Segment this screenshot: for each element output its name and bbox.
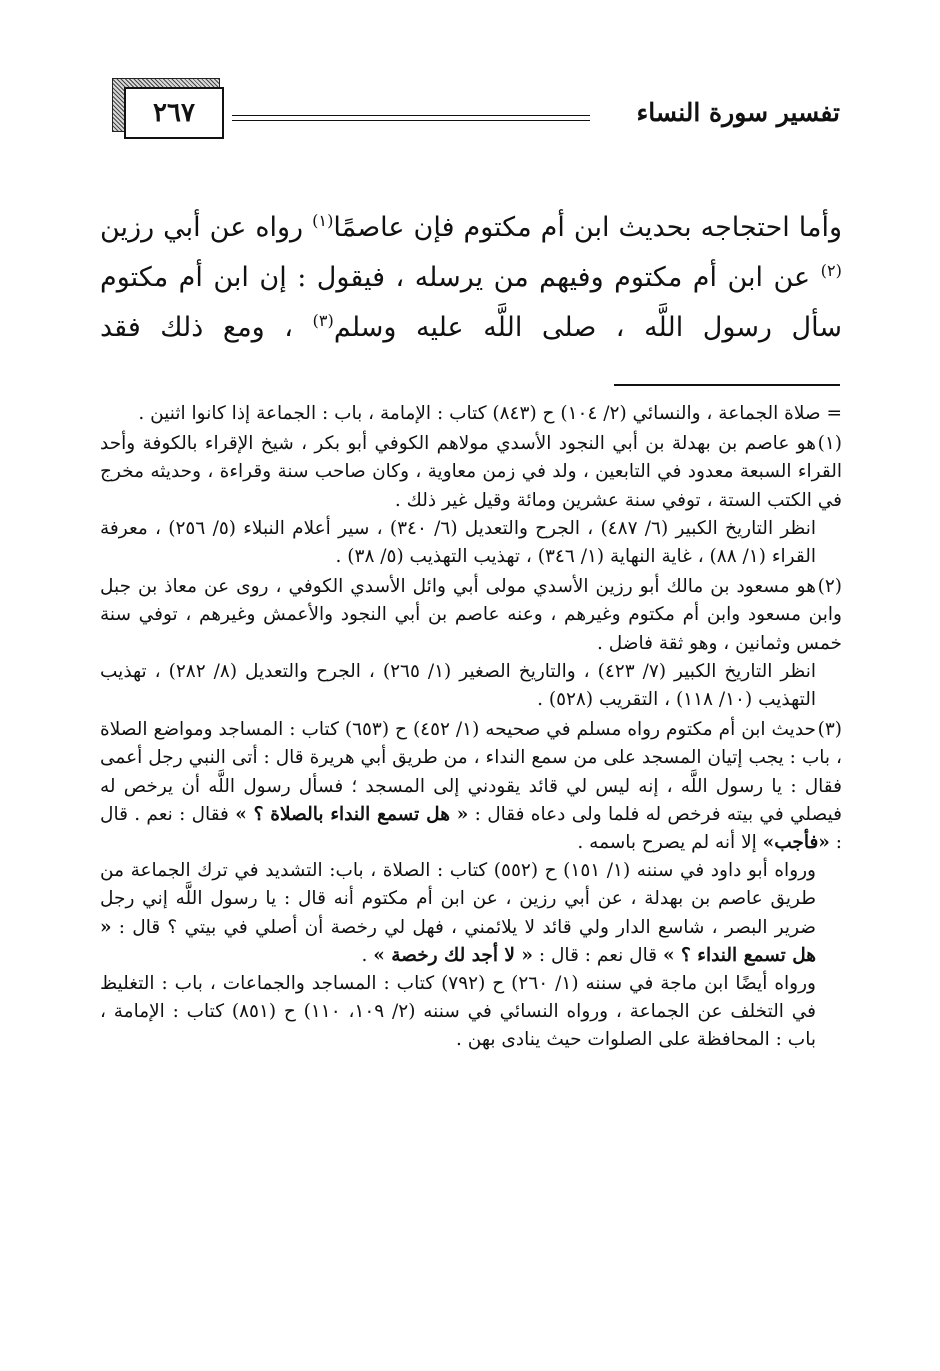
hadith-quote: «فأجب» (762, 832, 830, 854)
main-text-part: عن ابن أم مكتوم وفيهم من يرسله ، فيقول : إن ابن أم مكتوم سأل رسول اللَّه ، صلى اللَّه عليه وسلم (100, 262, 842, 343)
main-text-part: ، ومع ذلك فقد (100, 312, 313, 343)
footnote-3 (100, 716, 842, 1054)
footnote-number: (٣) (817, 719, 842, 741)
footnote-text: حديث ابن أم مكتوم رواه مسلم في صحيحه (١/ ٤٥٢) ح (٦٥٣) كتاب : المساجد ومواضع الصلاة ، باب : يجب إتيان المسجد على من سمع النداء ، من طريق أبي هريرة قال : أتى النبي رجل أعمى فقال : يا رسول اللَّه ، إنه ليس لي قائد يقودني إلى المسجد ؛ فسأل رسول اللَّه أن يرخص له فيصلي في بيته فرخص له فلما ولى دعاه فقال : (100, 719, 842, 825)
header-rule (232, 115, 590, 121)
main-text-part: رواه عن أبي رزين (100, 212, 313, 243)
page-number-box (124, 87, 224, 139)
footnote-number: (٢) (817, 576, 842, 598)
footnote-ref-2: (٢) (820, 261, 842, 280)
footnote-1 (100, 430, 842, 571)
footnote-text: فقال : نعم . قال : (100, 803, 842, 854)
footnote-ref-3: (٣) (312, 311, 334, 330)
hadith-quote: « لا أجد لك رخصة » (373, 944, 533, 966)
main-paragraph (100, 203, 842, 353)
footnote-text: ورواه أيضًا ابن ماجة في سننه (١/ ٢٦٠) ح (٧٩٢) كتاب : المساجد والجماعات ، باب : التغليظ في التخلف عن الجماعة ، ورواه النسائي في سننه (٢/ ١٠٩، ١١٠) ح (٨٥١) كتاب : الإمامة ، باب : المحافظة على الصلوات حيث ينادى بهن . (100, 973, 816, 1051)
hadith-quote: « هل تسمع النداء بالصلاة ؟ » (235, 803, 469, 825)
running-header-title: تفسير سورة النساء (636, 98, 840, 127)
footnote-2 (100, 573, 842, 714)
page-number: ٢٦٧ (153, 98, 195, 128)
footnote-text: هو مسعود بن مالك أبو رزين الأسدي مولى أبي وائل الأسدي الكوفي ، روى عن معاذ بن جبل وابن مسعود وابن أم مكتوم وغيرهم ، وعنه عاصم بن أبي النجود والأعمش وغيرهم ، توفي سنة خمس وثمانين ، وهو ثقة فاضل . (100, 576, 842, 654)
footnote-text: . (361, 944, 374, 966)
footnote-separator (614, 384, 840, 386)
footnote-references: انظر التاريخ الكبير (٦/ ٤٨٧) ، الجرح والتعديل (٦/ ٣٤٠) ، سير أعلام النبلاء (٥/ ٢٥٦) ، معرفة القراء (١/ ٨٨) ، غاية النهاية (١/ ٣٤٦) ، تهذيب التهذيب (٥/ ٣٨) . (100, 517, 817, 568)
footnote-continuation (100, 400, 842, 428)
footnote-text: قال نعم : قال : (533, 944, 663, 966)
footnote-text: ورواه أبو داود في سننه (١/ ١٥١) ح (٥٥٢) كتاب : الصلاة ، باب: التشديد في ترك الجماعة من طريق عاصم بن بهدلة ، عن أبي رزين ، عن ابن أم مكتوم أنه قال : يا رسول اللَّه إني رجل ضرير البصر ، شاسع الدار ولي قائد لا يلائمني ، فهل لي رخصة أن أصلي في بيتي ؟ قال : (100, 860, 816, 938)
footnote-text: إلا أنه لم يصرح باسمه . (577, 832, 763, 854)
hadith-quote: « هل تسمع النداء ؟ » (100, 916, 816, 966)
footnote-text: هو عاصم بن بهدلة بن أبي النجود الأسدي مولاهم الكوفي أبو بكر ، شيخ الإقراء بالكوفة وأحد القراء السبعة معدود في التابعين ، ولد في زمن معاوية ، وكان صاحب سنة وقراءة ، وحديثه مخرج في الكتب الستة ، توفي سنة عشرين ومائة وقيل غير ذلك . (100, 433, 842, 511)
footnote-ref-1: (١) (312, 211, 334, 230)
footnote-number: (١) (817, 433, 842, 455)
footnotes (100, 400, 842, 1057)
footnote-text: = صلاة الجماعة ، والنسائي (٢/ ١٠٤) ح (٨٤٣) كتاب : الإمامة ، باب : الجماعة إذا كانوا اثنين . (138, 403, 842, 424)
footnote-references: انظر التاريخ الكبير (٧/ ٤٢٣) ، والتاريخ الصغير (١/ ٢٦٥) ، الجرح والتعديل (٨/ ٢٨٢) ، تهذيب التهذيب (١٠/ ١١٨) ، التقريب (٥٢٨) . (100, 660, 817, 711)
main-text-part: وأما احتجاجه بحديث ابن أم مكتوم فإن عاصمًا (333, 212, 842, 243)
